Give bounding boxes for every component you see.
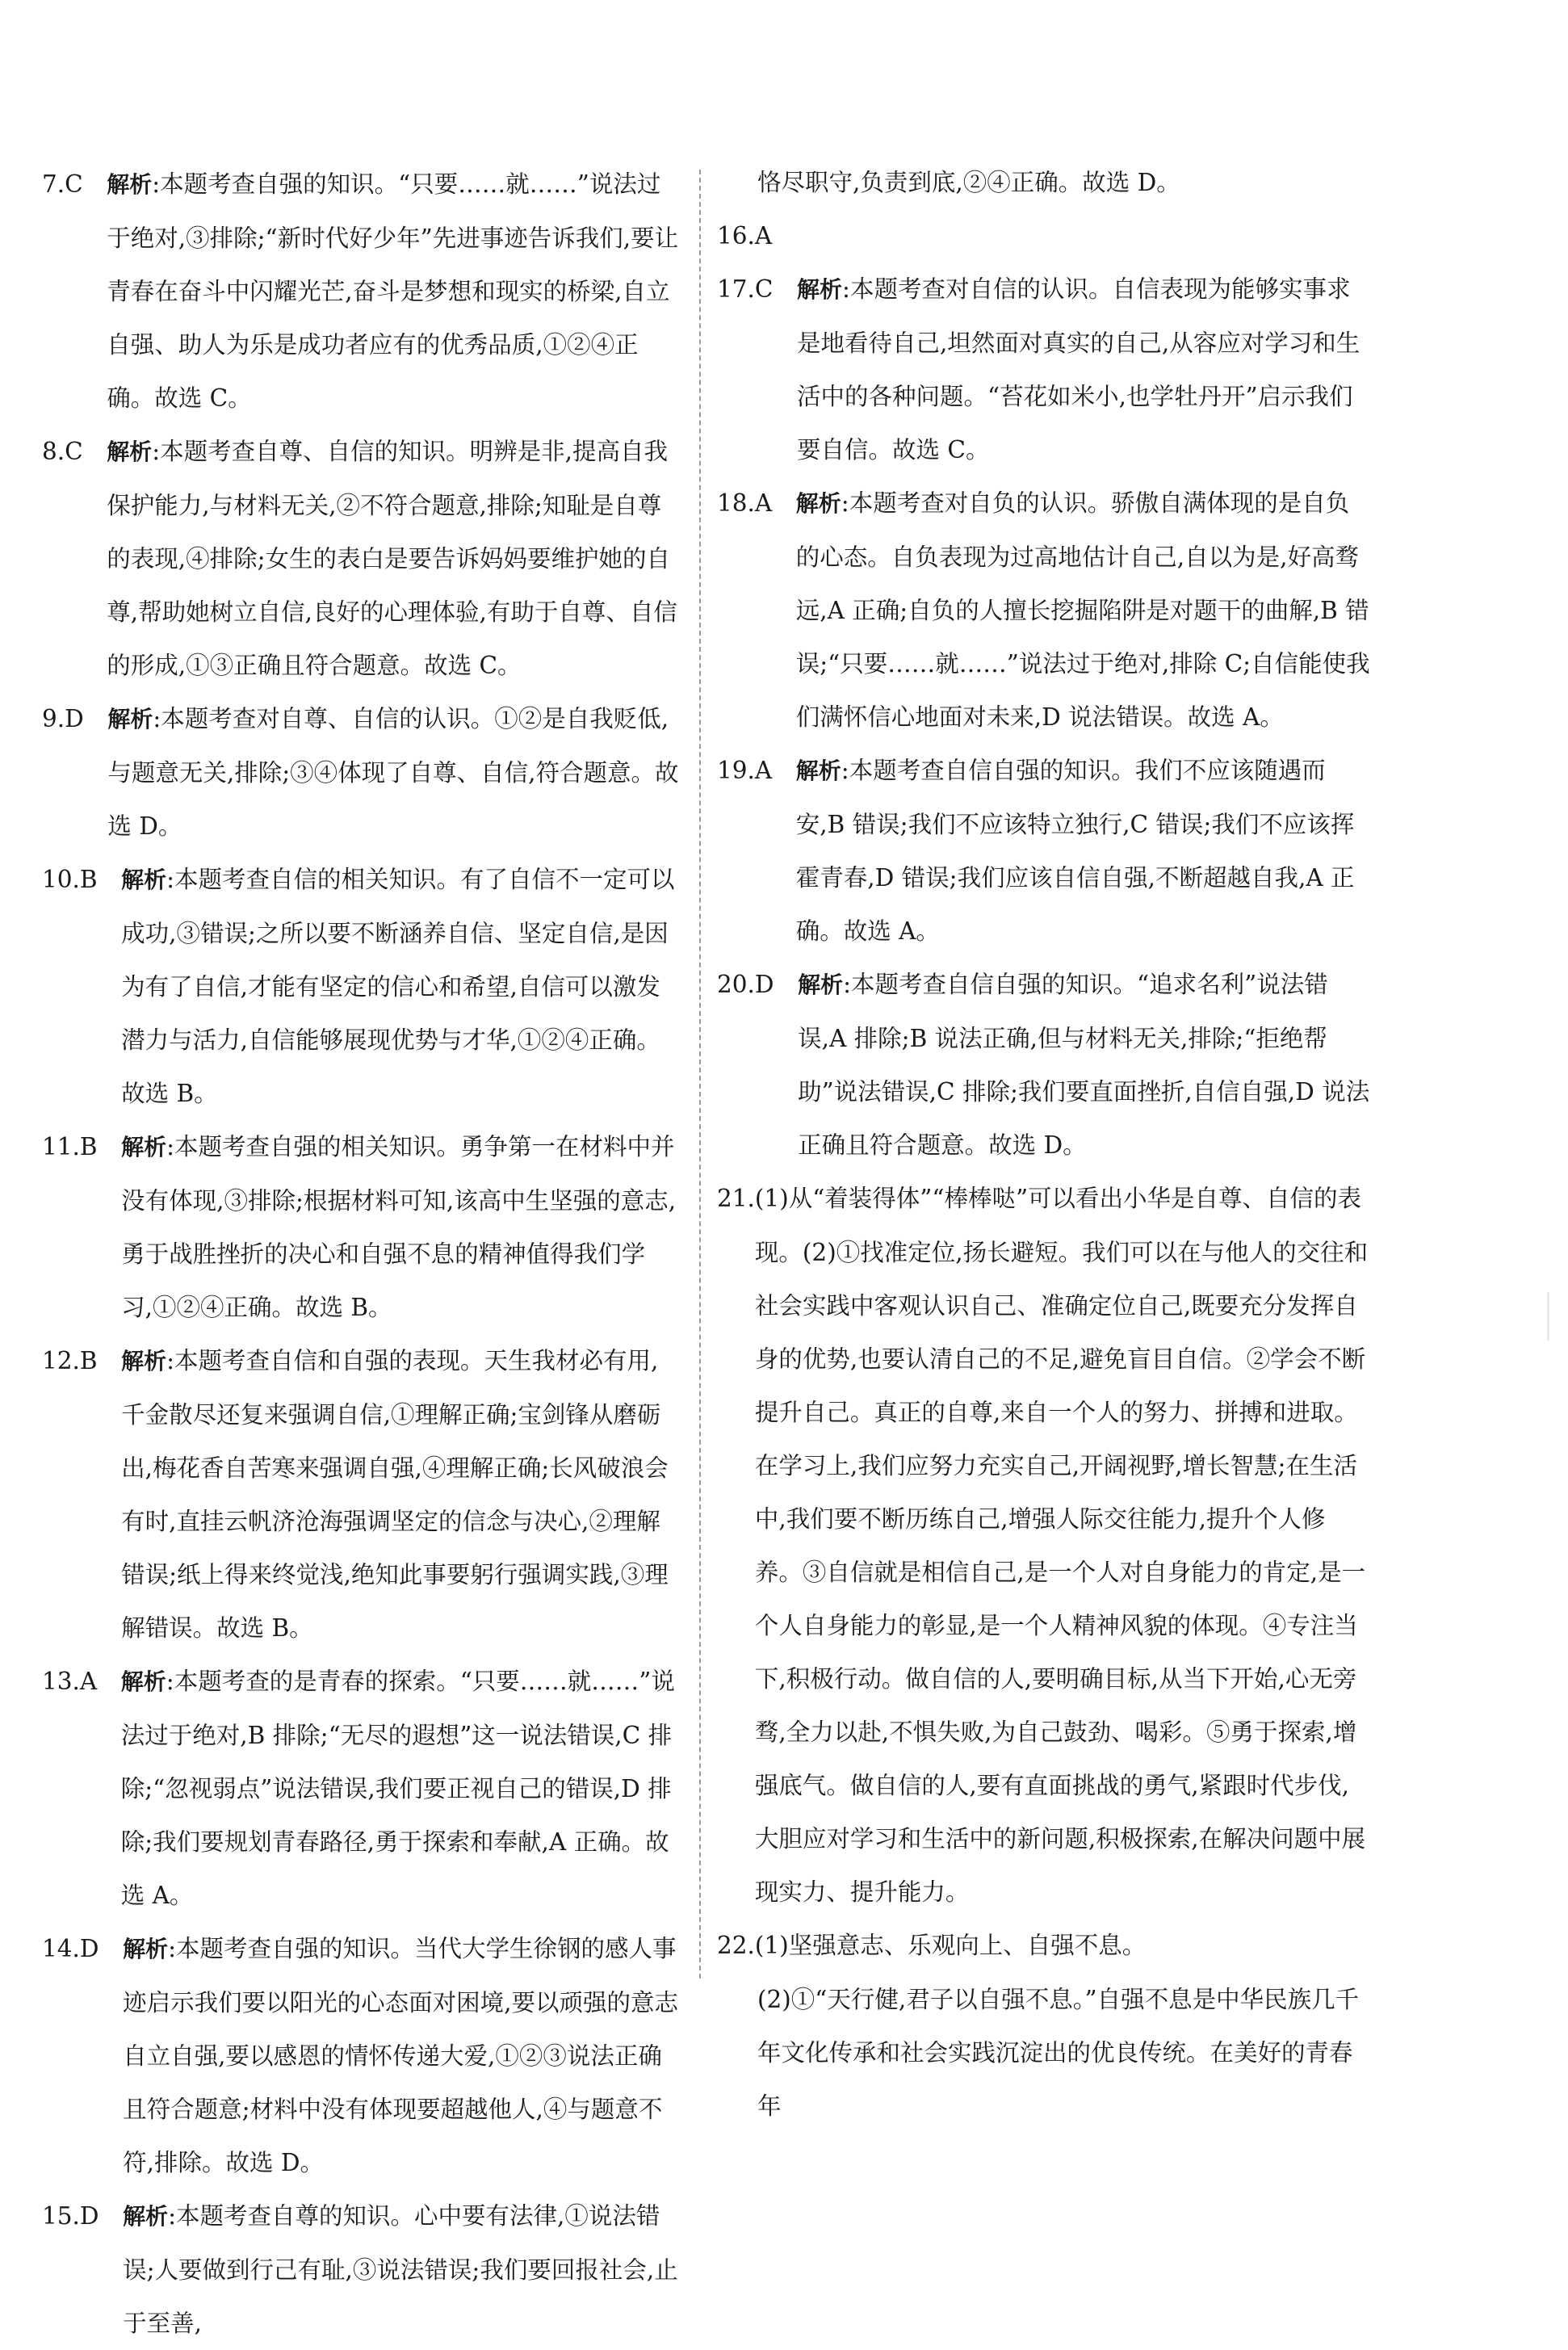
analysis-label: 解析 [123,2203,169,2230]
answer-item [717,958,1373,1172]
answer-item [717,476,1373,744]
answer-item [717,262,1373,476]
answer-body [796,476,1373,744]
analysis-text: :本题考查对自信的认识。自信表现为能够实事求是地看待自己,坦然面对真实的自己,从容应对学习和生活中的各种问题。“苔花如米小,也学牡丹开”启示我们要自信。故选 C。 [797,275,1360,464]
analysis-label: 解析 [121,867,167,893]
analysis-label: 解析 [121,1134,167,1160]
analysis-label: 解析 [795,757,841,784]
question-number: 22. [717,1932,755,1959]
analysis-label: 解析 [107,706,153,732]
answer-body [755,1172,1373,1919]
analysis-label: 解析 [123,1936,169,1962]
analysis-text: :本题考查自信的相关知识。有了自信不一定可以成功,③错误;之所以要不断涵养自信、坚定自信,是因为有了自信,才能有坚定的信心和希望,自信可以激发潜力与活力,自信能够展现优势与才华,①②④正确。故选 B。 [121,866,675,1107]
analysis-text: :本题考查自强的相关知识。勇争第一在材料中并没有体现,③排除;根据材料可知,该高中生坚强的意志,勇于战胜挫折的决心和自强不息的精神值得我们学习,①②④正确。故选 B。 [121,1133,677,1321]
answer-22-part-2: (2)①“天行健,君子以自强不息。”自强不息是中华民族几千年文化传承和社会实践沉淀出的优良传统。在美好的青春年 [757,1986,1360,2120]
analysis-text: :本题考查对自负的认识。骄傲自满体现的是自负的心态。自负表现为过高地估计自己,自以为是,好高骛远,A 正确;自负的人擅长挖掘陷阱是对题干的曲解,B 错误;“只要……就……”说法过于绝对,排除 C;自信能使我们满怀信心地面对未来,D 说法错误。故选 A。 [795,489,1370,731]
question-number: 19.A [717,757,796,784]
question-number: 20.D [717,971,799,998]
answer-item [42,425,680,692]
question-number: 10.B [42,866,122,893]
analysis-text: (1)从“着装得体”“棒棒哒”可以看出小华是自尊、自信的表现。(2)①找准定位,扬长避短。我们可以在与他人的交往和社会实践中客观认识自己、准确定位自己,既要充分发挥自身的优势,也要认清自己的不足,避免盲目自信。②学会不断提升自己。真正的自尊,来自一个人的努力、拼搏和进取。在学习上,我们应努力充实自己,开阔视野,增长智慧;在生活中,我们要不断历练自己,增强人际交往能力,提升个人修养。③自信就是相信自己,是一个人对自身能力的肯定,是一个人自身能力的彰显,是一个人精神风貌的体现。④专注当下,积极行动。做自信的人,要明确目标,从当下开始,心无旁骛,全力以赴,不惧失败,为自己鼓劲、喝彩。⑤勇于探索,增强底气。做自信的人,要有直面挑战的勇气,紧跟时代步伐,大胆应对学习和生活中的新问题,积极探索,在解决问题中展现实力、提升能力。 [754,1185,1369,1906]
answer-item [717,1172,1373,1919]
answer-item [42,692,680,853]
answer-item [717,744,1373,958]
analysis-text: (1)坚强意志、乐观向上、自强不息。 [754,1932,1147,1959]
analysis-text: :本题考查自信和自强的表现。天生我材必有用,千金散尽还复来强调自信,①理解正确;宝剑锋从磨砺出,梅花香自苦寒来强调自强,④理解正确;长风破浪会有时,直挂云帆济沧海强调坚定的信念与决心,②理解错误;纸上得来终觉浅,绝知此事要躬行强调实践,③理解错误。故选 B。 [121,1347,669,1642]
answer-body [107,425,680,692]
answer-item [42,853,680,1120]
analysis-label: 解析 [107,439,153,465]
analysis-text: :本题考查自强的知识。当代大学生徐钢的感人事迹启示我们要以阳光的心态面对困境,要以顽强的意志自立自强,要以感恩的情怀传递大爱,①②③说法正确且符合题意;材料中没有体现要超越他人,④与题意不符,排除。故选 D。 [123,1935,678,2176]
analysis-text: :本题考查自尊的知识。心中要有法律,①说法错误;人要做到行己有耻,③说法错误;我们要回报社会,止于至善, [123,2202,678,2337]
answer-body [107,157,680,425]
analysis-label: 解析 [121,1348,167,1374]
question-number: 17.C [717,275,797,303]
question-number: 9.D [42,705,108,732]
answer-item [42,1120,680,1334]
question-number: 8.C [42,438,107,465]
scan-edge-mark [1547,1292,1549,1341]
question-number: 7.C [42,170,107,198]
question-number: 12.B [42,1347,122,1374]
answer-item [42,2189,680,2350]
answer-item [42,157,680,425]
question-number: 21. [717,1185,755,1212]
answer-body [121,853,680,1120]
question-number: 11.B [42,1133,122,1160]
question-number: 13.A [42,1668,121,1695]
answer-item [717,209,1373,262]
answer-body [797,262,1373,476]
analysis-label: 解析 [798,971,844,998]
answer-item [42,1655,680,1922]
right-column [717,156,1373,2133]
question-number: 15.D [42,2202,124,2230]
analysis-text: :本题考查自信自强的知识。“追求名利”说法错误,A 排除;B 说法正确,但与材料无关,排除;“拒绝帮助”说法错误,C 排除;我们要直面挫折,自信自强,D 说法正确且符合题意。故选 D。 [798,971,1370,1159]
answer-body [121,1655,680,1922]
question-number: 18.A [717,489,796,517]
answer-body [121,1334,680,1655]
analysis-text: :本题考查自尊、自信的知识。明辨是非,提高自我保护能力,与材料无关,②不符合题意,排除;知耻是自尊的表现,④排除;女生的表白是要告诉妈妈要维护她的自尊,帮助她树立自信,良好的心理体验,有助于自尊、自信的形成,①③正确且符合题意。故选 C。 [107,438,677,679]
analysis-label: 解析 [797,276,843,303]
analysis-text: :本题考查的是青春的探索。“只要……就……”说法过于绝对,B 排除;“无尽的遐想”这一说法错误,C 排除;“忽视弱点”说法错误,我们要正视自己的错误,D 排除;我们要规划青春路径,勇于探索和奉献,A 正确。故选 A。 [120,1668,675,1909]
analysis-label: 解析 [107,171,153,198]
analysis-text: :本题考查对自尊、自信的认识。①②是自我贬低,与题意无关,排除;③④体现了自尊、自信,符合题意。故选 D。 [107,705,679,840]
answer-item [42,1922,680,2189]
analysis-label: 解析 [795,490,841,517]
answer-body [798,958,1373,1172]
analysis-text: :本题考查自信自强的知识。我们不应该随遇而安,B 错误;我们不应该特立独行,C 错误;我们不应该挥霍青春,D 错误;我们应该自信自强,不断超越自我,A 正确。故选 A。 [795,757,1355,945]
question-number: 16.A [717,222,773,250]
continued-text: 恪尽职守,负责到底,②④正确。故选 D。 [757,169,1180,196]
answer-body [107,692,680,853]
analysis-label: 解析 [120,1668,166,1695]
answer-body [123,2189,680,2350]
answer-item [42,1334,680,1655]
answer-body [796,744,1373,958]
analysis-text: :本题考查自强的知识。“只要……就……”说法过于绝对,③排除;“新时代好少年”先进事迹告诉我们,要让青春在奋斗中闪耀光芒,奋斗是梦想和现实的桥梁,自立自强、助人为乐是成功者应有的优秀品质,①②④正确。故选 C。 [107,170,679,412]
answer-body [121,1120,680,1334]
question-number: 14.D [42,1935,124,1962]
answer-body [123,1922,680,2189]
answer-body [755,1919,1373,1973]
column-divider [699,170,701,1979]
answer-item [717,1919,1373,1973]
left-column [42,157,680,2350]
answer-body [772,209,1373,262]
